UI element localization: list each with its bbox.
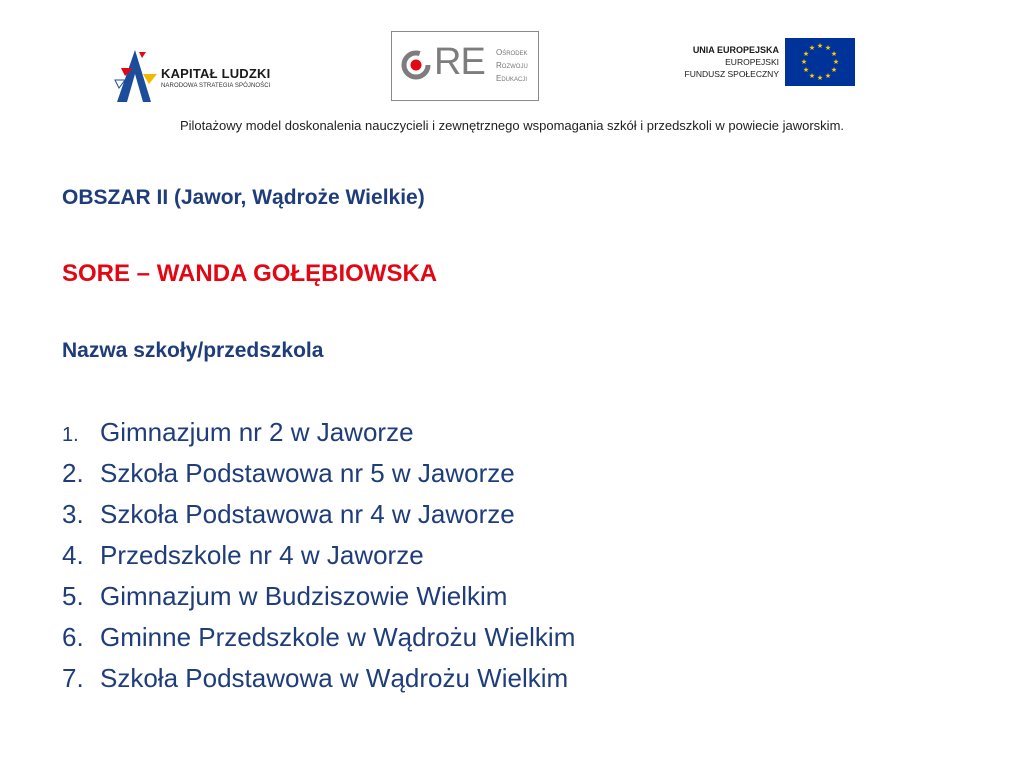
kapital-ludzki-subtitle: NARODOWA STRATEGIA SPÓJNOŚCI (161, 83, 271, 89)
ore-subtitle (496, 46, 528, 85)
svg-text:★: ★ (800, 58, 808, 66)
eu-line-2: EUROPEJSKI (725, 57, 779, 67)
svg-text:★: ★ (816, 74, 824, 82)
list-item-label: Przedszkole nr 4 w Jaworze (100, 540, 424, 570)
list-item (62, 617, 575, 658)
list-heading: Nazwa szkoły/przedszkola (62, 339, 324, 362)
ore-line-1: Ośrodek (496, 48, 528, 57)
list-item-number: 1. (62, 424, 79, 446)
svg-text:★: ★ (802, 66, 810, 74)
svg-text:★: ★ (830, 50, 838, 58)
list-item (62, 412, 575, 453)
list-item (62, 494, 575, 535)
eu-line-1: UNIA EUROPEJSKA (692, 45, 779, 55)
svg-text:★: ★ (824, 44, 832, 52)
list-item (62, 658, 575, 699)
list-item-label: Szkoła Podstawowa nr 4 w Jaworze (100, 499, 515, 529)
list-item-number: 2. (62, 458, 84, 488)
list-item-number: 6. (62, 622, 84, 652)
ore-line-3: Edukacji (496, 74, 528, 83)
list-item-label: Szkoła Podstawowa nr 5 w Jaworze (100, 458, 515, 488)
svg-text:★: ★ (808, 44, 816, 52)
ore-line-2: Rozwoju (496, 61, 528, 70)
ore-logo (391, 31, 539, 101)
list-item-number: 5. (62, 581, 84, 611)
list-item-number: 4. (62, 540, 84, 570)
list-item-number: 7. (62, 663, 84, 693)
svg-text:★: ★ (808, 72, 816, 80)
svg-text:★: ★ (830, 66, 838, 74)
schools-list (62, 412, 575, 699)
eu-flag-icon (785, 38, 855, 86)
list-item-label: Gimnazjum w Budziszowie Wielkim (100, 581, 508, 611)
list-item-label: Gimnazjum nr 2 w Jaworze (100, 417, 414, 447)
list-item-label: Gminne Przedszkole w Wądrożu Wielkim (100, 622, 576, 652)
list-item (62, 453, 575, 494)
svg-text:★: ★ (832, 58, 840, 66)
list-item-label: Szkoła Podstawowa w Wądrożu Wielkim (100, 663, 569, 693)
kapital-ludzki-title: KAPITAŁ LUDZKI (161, 66, 271, 81)
kapital-ludzki-logo (113, 44, 283, 102)
project-subtitle: Pilotażowy model doskonalenia nauczycieli i zewnętrznego wspomagania szkół i przedszkoli w powiecie jaworskim. (179, 118, 845, 133)
list-item (62, 576, 575, 617)
eu-logo (675, 38, 855, 88)
list-item-number: 3. (62, 499, 84, 529)
eu-line-3: FUNDUSZ SPOŁECZNY (684, 69, 779, 79)
kapital-ludzki-mark-icon (113, 44, 159, 102)
sore-heading: SORE – WANDA GOŁĘBIOWSKA (62, 260, 438, 287)
area-heading: OBSZAR II (Jawor, Wądroże Wielkie) (62, 186, 425, 209)
svg-text:★: ★ (816, 42, 824, 50)
ore-mark-text: RE (434, 41, 485, 83)
list-item (62, 535, 575, 576)
eu-logo-text (685, 44, 779, 80)
ore-circle-icon (400, 49, 432, 81)
svg-text:★: ★ (824, 72, 832, 80)
svg-text:★: ★ (802, 50, 810, 58)
